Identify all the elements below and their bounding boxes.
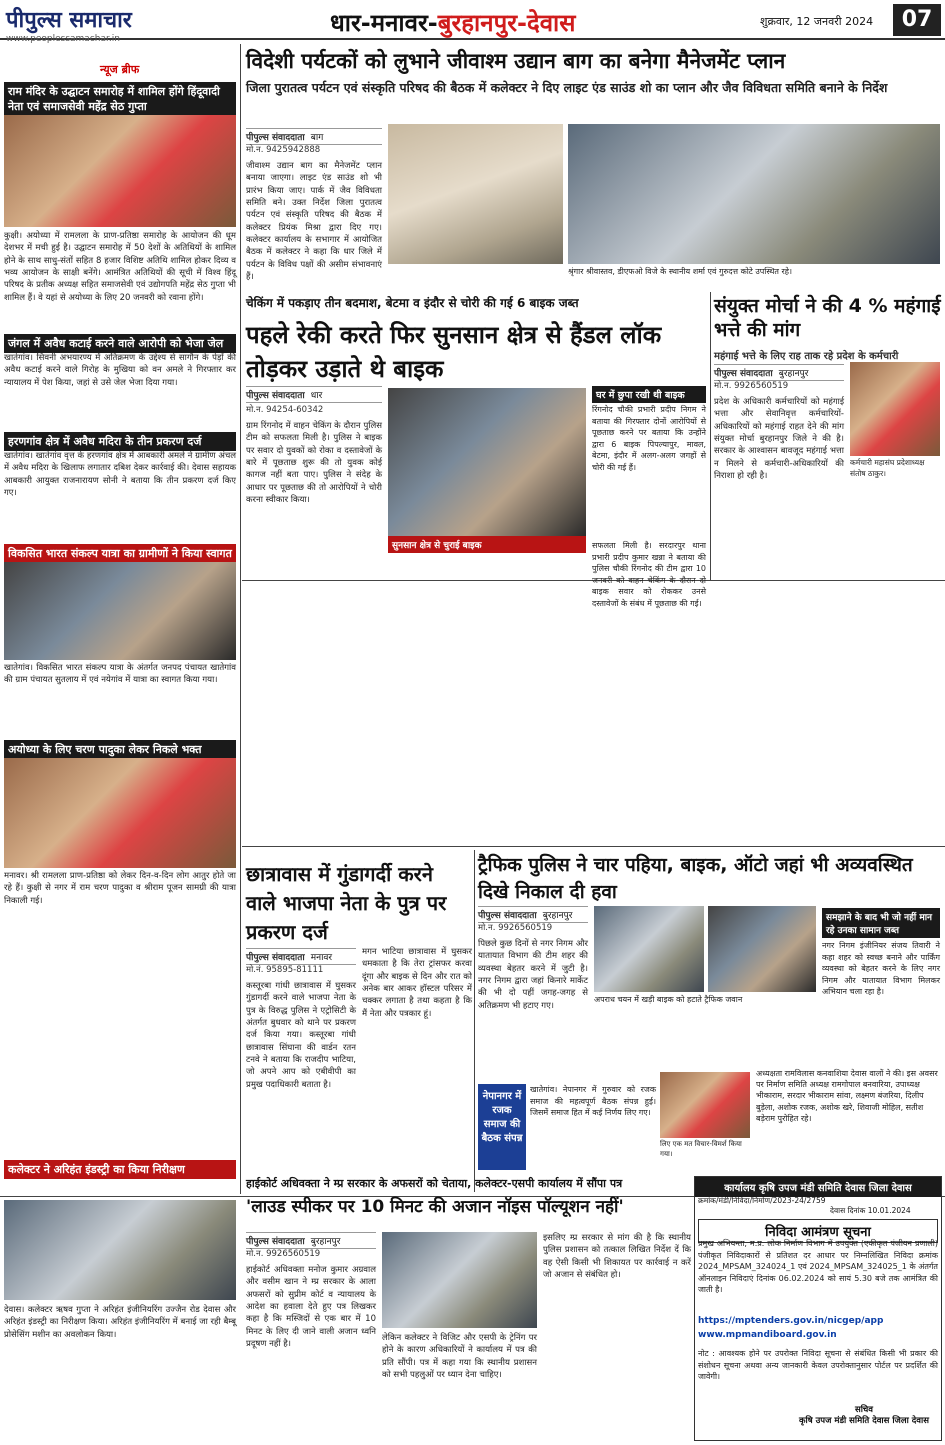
photo-caption: कर्मचारी महासंघ प्रदेशाध्यक्ष संतोष ठाकुर। [850, 458, 925, 478]
hostel-headline[interactable]: छात्रावास में गुंडागर्दी करने वाले भाजपा नेता के पुत्र पर प्रकरण दर्ज [246, 862, 447, 944]
mandi-board-link[interactable]: www.mpmandiboard.gov.in [698, 1330, 837, 1340]
byline [246, 128, 382, 145]
dateline: बाग [310, 133, 324, 143]
signatory-title: सचिव [854, 1405, 874, 1415]
reporter-mobile: मो.न. 9926560519 [246, 1249, 321, 1259]
dateline: धार [310, 391, 323, 401]
dateline: बुरहानपुर [778, 369, 809, 379]
morcha-headline[interactable]: संयुक्त मोर्चा ने की 4 % महंगाई भत्ते की मांग [714, 295, 941, 341]
story-body: मनावर। श्री रामलला प्राण-प्रतिष्ठा को लेकर दिन-व-दिन लोग आतुर होते जा रहे हैं। कुक्षी से नगर में राम चरण पादुका व श्रीराम पूजन सामग्री की यात्रा निकाली गई। [4, 871, 236, 906]
procession-photo [4, 758, 236, 868]
arrest-photo [388, 388, 586, 536]
traffic-photo [708, 906, 816, 992]
memorandum-photo [382, 1232, 537, 1328]
website-url: www.peoplessamachar.in [6, 34, 120, 44]
story-body: हाईकोर्ट अधिवक्ता मनोज कुमार अग्रवाल और वसीम खान ने म्प्र सरकार के आला अफसरों को सुप्रीम कोर्ट व न्यायालय के आदेश का हवाला देते हुए पत्र लिखकर कहा है कि मस्जिदों से एक बार में 10 मिनट के लिए दी जाने वाली अजान ध्वनि प्रदूषण नहीं है। [246, 1265, 376, 1349]
story-kicker: हाईकोर्ट अधिवक्ता ने म्प्र सरकार के अफसरों को चेताया, कलेक्टर-एसपी कार्यालय में सौंपा पत्र [246, 1177, 623, 1190]
brand-name: पीपुल्स समाचार [6, 8, 132, 33]
meeting-photo [660, 1072, 750, 1138]
story-body: पिछले कुछ दिनों से नगर निगम और यातायात विभाग की टीम शहर की व्यवस्था बेहतर करने में जुटी है। नगर निगम द्वारा जहां किनारे मार्केट की भी दो पहीं जगह-जगह से अतिक्रमण भी हटाए गए। [478, 939, 588, 1011]
dateline: बुरहानपुर [542, 911, 573, 921]
meeting-caption: अध्यक्षता रामविलास कनवाशिया देवास वालों ने की। इस अवसर पर निर्माण समिति अध्यक्ष रामगोपाल बनवारिया, उपाध्यक्ष भीकाराम, सरदार भीकाराम सांवा, लक्ष्मण बंजरिया, दिलीप बुड़ेला, अशोक रजक, अशोक खरे, शिवाजी मोहिल, सतीश बड़ेराम पुरोहित रहे। [756, 1069, 938, 1123]
photo-caption: श्रृंगार श्रीवास्तव, डीएफओ विजे के स्थानीय शर्मा एवं गुरुदत्त कोटे उपस्थित रहे। [568, 267, 793, 276]
reporter-name: पीपुल्स संवाददाता [246, 391, 305, 401]
tender-ref: क्रमांक/मंडी/निविदा/निर्माण/2023-24/2759 [698, 1196, 826, 1205]
page-number: 07 [893, 4, 941, 36]
photo-caption: अपराध चयन में खड़ी बाइक को हटाते ट्रैफिक जवान [594, 995, 743, 1004]
side-headline: घर में छुपा रखी थी बाइक [592, 386, 706, 403]
reporter-name: पीपुल्स संवाददाता [478, 911, 537, 921]
byline [478, 906, 588, 923]
issue-date: शुक्रवार, 12 जनवरी 2024 [760, 15, 874, 28]
story-kicker: चेकिंग में पकड़ाए तीन बदमाश, बेटमा व इंदौर से चोरी की गई 6 बाइक जब्त [246, 296, 579, 310]
story-headline[interactable]: कलेक्टर ने अरिहंत इंडस्ट्री का किया निरीक्षण [4, 1160, 236, 1179]
fossil-park-photo [388, 124, 563, 264]
top-story-headline[interactable]: विदेशी पर्यटकों को लुभाने जीवाश्म उद्यान बाग का बनेगा मैनेजमेंट प्लान [246, 49, 786, 73]
story-body: खातेगांव। सिवनी अभयारण्य में अतिक्रमण के उद्देश्य से सागौन के पेड़ों की अवैध कटाई करने वाले गिरोह के मुखिया को वन अमले ने गिरफ्तार कर न्यायालय में पेश किया, जहां से उसे जेल भेजा दिया गया। [4, 353, 236, 388]
reporter-mobile: मो.न. 9425942888 [246, 145, 321, 155]
reporter-mobile: मो.न. 9926560519 [478, 923, 553, 933]
byline [714, 364, 844, 381]
signatory-office: कृषि उपज मंडी समिति देवास जिला देवास [799, 1416, 929, 1426]
tender-note: नोट : आवश्यक होने पर उपरोक्त निविदा सूचना से संबंधित किसी भी प्रकार की संशोधन सूचना अथवा अन्य जानकारी केवल उपरोक्तानुसार पोर्टल पर प्रदर्शित की जावेगी। [698, 1349, 938, 1382]
newspaper-logo[interactable] [6, 4, 132, 44]
column-divider [474, 850, 475, 1192]
page-title-highlight: बुरहानपुर-देवास [437, 9, 576, 37]
morcha-subhead: महंगाई भत्ते के लिए राह ताक रहे प्रदेश के कर्मचारी [714, 351, 899, 362]
reporter-name: पीपुल्स संवाददाता [714, 369, 773, 379]
byline [246, 948, 356, 965]
event-photo [4, 562, 236, 660]
story-body: लेकिन कलेक्टर ने विजिट और एसपी के ट्रेनिंग पर होने के कारण अधिकारियों ने कार्यालय में पत्र की प्रति सौंपी। पत्र में कहा गया कि स्थानीय प्रशासन को सभी पहलुओं पर ध्यान देना चाहिए। [382, 1333, 537, 1380]
portrait-photo [850, 362, 940, 456]
dateline: बुरहानपुर [310, 1237, 341, 1247]
reporter-name: पीपुल्स संवाददाता [246, 1237, 305, 1247]
meeting-photo [568, 124, 940, 264]
byline [246, 386, 382, 403]
page-title-main: धार-मनावर- [330, 9, 438, 37]
photo-tag: सुनसान क्षेत्र से चुराई बाइक [388, 536, 586, 553]
reporter-mobile: मो.न. 94254-60342 [246, 405, 324, 415]
story-body: जीवाश्म उद्यान बाग का मैनेजमेंट प्लान बनाया जाएगा। लाइट एंड साउंड शो भी प्रारंभ किया जाए। पार्क में जैव विविधता समिति बने। उक्त निर्देश जिला पुरातत्व पर्यटन एवं संस्कृति परिषद की बैठक में कलेक्टर प्रियंक मिश्रा द्वारा दिए गए। कलेक्टर कार्यालय के सभागार में आयोजित बैठक में कलेक्टर ने कहा कि धार जिले में पर्यटन के विविध पक्षों की असीम संभावनाएं हैं। [246, 161, 382, 282]
traffic-headline[interactable]: ट्रैफिक पुलिस ने चार पहिया, बाइक, ऑटो जहां भी अव्यवस्थित दिखे निकाल दी हवा [478, 854, 913, 903]
samaj-meeting-badge: नेपानगर में रजक समाज की बैठक संपन्न [478, 1084, 526, 1170]
story-body: सफलता मिली है। सरदारपुर थाना प्रभारी प्रदीप कुमार खन्ना ने बताया की पुलिस चौकी रिंगनोद की टीम द्वारा 10 जनवरी को वाहन चेकिंग के दौरान दो बाइक सवार को रोककर उनसे दस्तावेजों के संबंध में पूछताछ की गई। [592, 541, 706, 608]
tender-signatory [790, 1404, 938, 1426]
side-body: नगर निगम इंजीनियर संजय तिवारी ने कहा शहर को स्वच्छ बनाने और पार्किंग व्यवस्था को बेहतर करने के लिए नगर निगम और यातायात विभाग मिलकर अभियान चला रहा है। [822, 941, 940, 997]
reporter-name: पीपुल्स संवाददाता [246, 133, 305, 143]
page-title [330, 6, 576, 39]
side-body: रिंगनोद चौकी प्रभारी प्रदीप निगम ने बताया की गिरफ्तार दोनों आरोपियों से पूछताछ करने पर बताया कि उन्होंने द्वारा 6 बाइक पिपल्यापुर, मावल, बेटमा, इंदौर में अलग-अलग जगहों से चोरी की गई हैं। [592, 405, 706, 472]
tender-date: देवास दिनांक 10.01.2024 [830, 1206, 911, 1215]
news-brief-label: न्यूज ब्रीफ [100, 63, 140, 76]
reporter-name: पीपुल्स संवाददाता [246, 953, 305, 963]
section-divider [242, 846, 945, 847]
column-divider [710, 292, 711, 580]
story-body: खातेगांव। विकसित भारत संकल्प यात्रा के अंतर्गत जनपद पंचायत खातेगांव की ग्राम पंचायत सुतलाय में एवं नयेगांव में यात्रा का स्वागत किया गया। [4, 663, 236, 686]
story-headline[interactable]: विकसित भारत संकल्प यात्रा का ग्रामीणों ने किया स्वागत [4, 544, 236, 563]
event-photo [4, 115, 236, 227]
side-headline: समझाने के बाद भी जो नहीं मान रहे उनका सामान जब्त [822, 908, 940, 938]
story-body: कस्तूरबा गांधी छात्रावास में घुसकर गुंडागर्दी करने वाले भाजपा नेता के पुत्र के विरुद्ध पुलिस ने एट्रोसिटी के अंतर्गत बुधवार को थाने पर प्रकरण दर्ज किया गया। कस्तूरबा गांधी छात्रावास सिंघाना की वार्डन रतन टनवे ने बताया कि राजदीप भाटिया, जो अपने आप को एबीवीपी का प्रमुख पदाधिकारी बताता है। [246, 981, 356, 1090]
dateline: मनावर [310, 953, 333, 963]
story-body: खातेगांव। नेपानगर में गुरुवार को रजक समाज की महत्वपूर्ण बैठक संपन्न हुई। जिसमें समाज हित में कई निर्णय लिए गए। [530, 1085, 656, 1118]
column-divider [240, 44, 241, 1194]
reporter-mobile: मो.नं. 95895-81111 [246, 965, 324, 975]
story-body: प्रदेश के अधिकारी कर्मचारियों को महंगाई भत्ता और सेवानिवृत्त कर्मचारियों-अधिकारियों को महंगाई राहत देने की मांग संयुक्त मोर्चा बुरहानपुर जिले ने की है। सरकार के आश्वासन बावजूद महंगाई भत्ता न मिलने से कर्मचारी-अधिकारियों की निराशा हो रही है। [714, 397, 844, 481]
story-body: मगन भाटिया छात्रावास में घुसकर धमकाता है कि तेरा ट्रांसफर करवा दूंगा और बाइक से दिन और रात को अनेक बार आकर हॉस्टल परिसर में चक्कर लगाता है तथा कहता है कि मैं नेता और पत्रकार हूं। [362, 947, 472, 1019]
loudspeaker-headline[interactable]: 'लाउड स्पीकर पर 10 मिनट की अजान नॉइस पॉल्यूशन नहीं' [246, 1197, 624, 1217]
story-body: कुक्षी। अयोध्या में रामलला के प्राण-प्रतिष्ठा समारोह के आयोजन की धूम देशभर में मची हुई है। उद्घाटन समारोह में 50 देशों के अतिथियों के शामिल होने के साथ साधु-संतों सहित 8 हजार विशिष्ट अतिथि शामिल होकर दिव्य व भव्य आयोजन के साक्षी बनेंगे। आमंत्रित अतिथियों की सूची में विश्व हिंदू परिषद के प्रतीक अध्यक्ष सहित समाजसेवी एवं उद्योगपति महेंद्र सेठ गुप्ता भी शामिल हैं। वे यहां से अयोध्या के लिए 20 जनवरी को रवाना होंगे। [4, 231, 236, 303]
tender-body: प्रमुख अभियन्ता, म.प्र. लोक निर्माण विभाग में उपयुक्त (एकीकृत पंजीयन प्रणाली) पंजीकृत निविदाकारों से प्रतिशत दर आधार पर निम्नलिखित निविदा क्रमांक 2024_MPSAM_324024_1 एवं 2024_MPSAM_324025_1 के अंतर्गत ऑनलाइन निविदाएं दिनांक 06.02.2024 को सायं 5.30 बजे तक आमंत्रित की जाती है। [698, 1239, 938, 1295]
story-body: देवास। कलेक्टर ऋषव गुप्ता ने अरिहंत इंजीनियरिंग उज्जैन रोड देवास और अरिहंत इंडस्ट्री का निरीक्षण किया। अरिहंत इंजीनियरिंग में बनाई जा रही बैम्बू प्रोसेसिंग मशीन का अवलोकन किया। [4, 1305, 236, 1340]
inspection-photo [4, 1200, 236, 1300]
story-headline[interactable]: हरणगांव क्षेत्र में अवैध मदिरा के तीन प्रकरण दर्ज [4, 432, 236, 451]
tender-office: कार्यालय कृषि उपज मंडी समिति देवास जिला देवास [695, 1177, 941, 1197]
story-headline[interactable]: जंगल में अवैध कटाई करने वाले आरोपी को भेजा जेल [4, 334, 236, 353]
bike-story-headline[interactable]: पहले रेकी करते फिर सुनसान क्षेत्र से हैंडल लॉक तोड़कर उड़ाते थे बाइक [246, 321, 662, 383]
byline [246, 1232, 376, 1249]
tender-title: निविदा आमंत्रण सूचना [698, 1219, 938, 1243]
photo-tag: लिए एक मत विचार-विमर्श किया गया। [660, 1140, 742, 1158]
story-headline[interactable]: अयोध्या के लिए चरण पादुका लेकर निकले भक्त [4, 740, 236, 759]
top-story-subhead: जिला पुरातत्व पर्यटन एवं संस्कृति परिषद की बैठक में कलेक्टर ने दिए लाइट एंड साउंड शो का प्लान और जैव विविधता समिति बनाने के निर्देश [246, 80, 888, 95]
tender-portal-link[interactable]: https://mptenders.gov.in/nicgep/app [698, 1316, 884, 1326]
traffic-photo [594, 906, 704, 992]
reporter-mobile: मो.न. 9926560519 [714, 381, 789, 391]
story-body: ग्राम रिंगनोद में वाहन चेकिंग के दौरान पुलिस टीम को सफलता मिली है। पुलिस ने बाइक पर सवार दो युवकों को रोका व दस्तावेजों के बारे में पूछताछ शुरू की तो युवक कोई कागज नहीं बता पाए। पुलिस ने संदेह के आधार पर पूछताछ की तो आरोपियों ने चोरी करना स्वीकार किया। [246, 421, 382, 505]
story-headline[interactable]: राम मंदिर के उद्घाटन समारोह में शामिल होंगे हिंदूवादी नेता एवं समाजसेवी महेंद्र सेठ गुप्ता [4, 82, 236, 116]
story-body: खातेगांव। खातेगांव वृत्त के हरणगांव क्षेत्र में आबकारी अमले ने ग्रामीण अंचल में अवैध मदिरा के खिलाफ लगातार दबिश देकर कार्रवाई की। देवास सहायक आबकारी आयुक्त राजनारायण सोनी ने बताया कि तीन प्रकरण दर्ज किए गए। [4, 451, 236, 498]
story-body: इसलिए म्प्र सरकार से मांग की है कि स्थानीय पुलिस प्रशासन को तत्काल लिखित निर्देश दें कि वह ऐसी किसी भी शिकायत पर कार्रवाई न करें जो अजान से संबंधित हो। [543, 1233, 691, 1280]
